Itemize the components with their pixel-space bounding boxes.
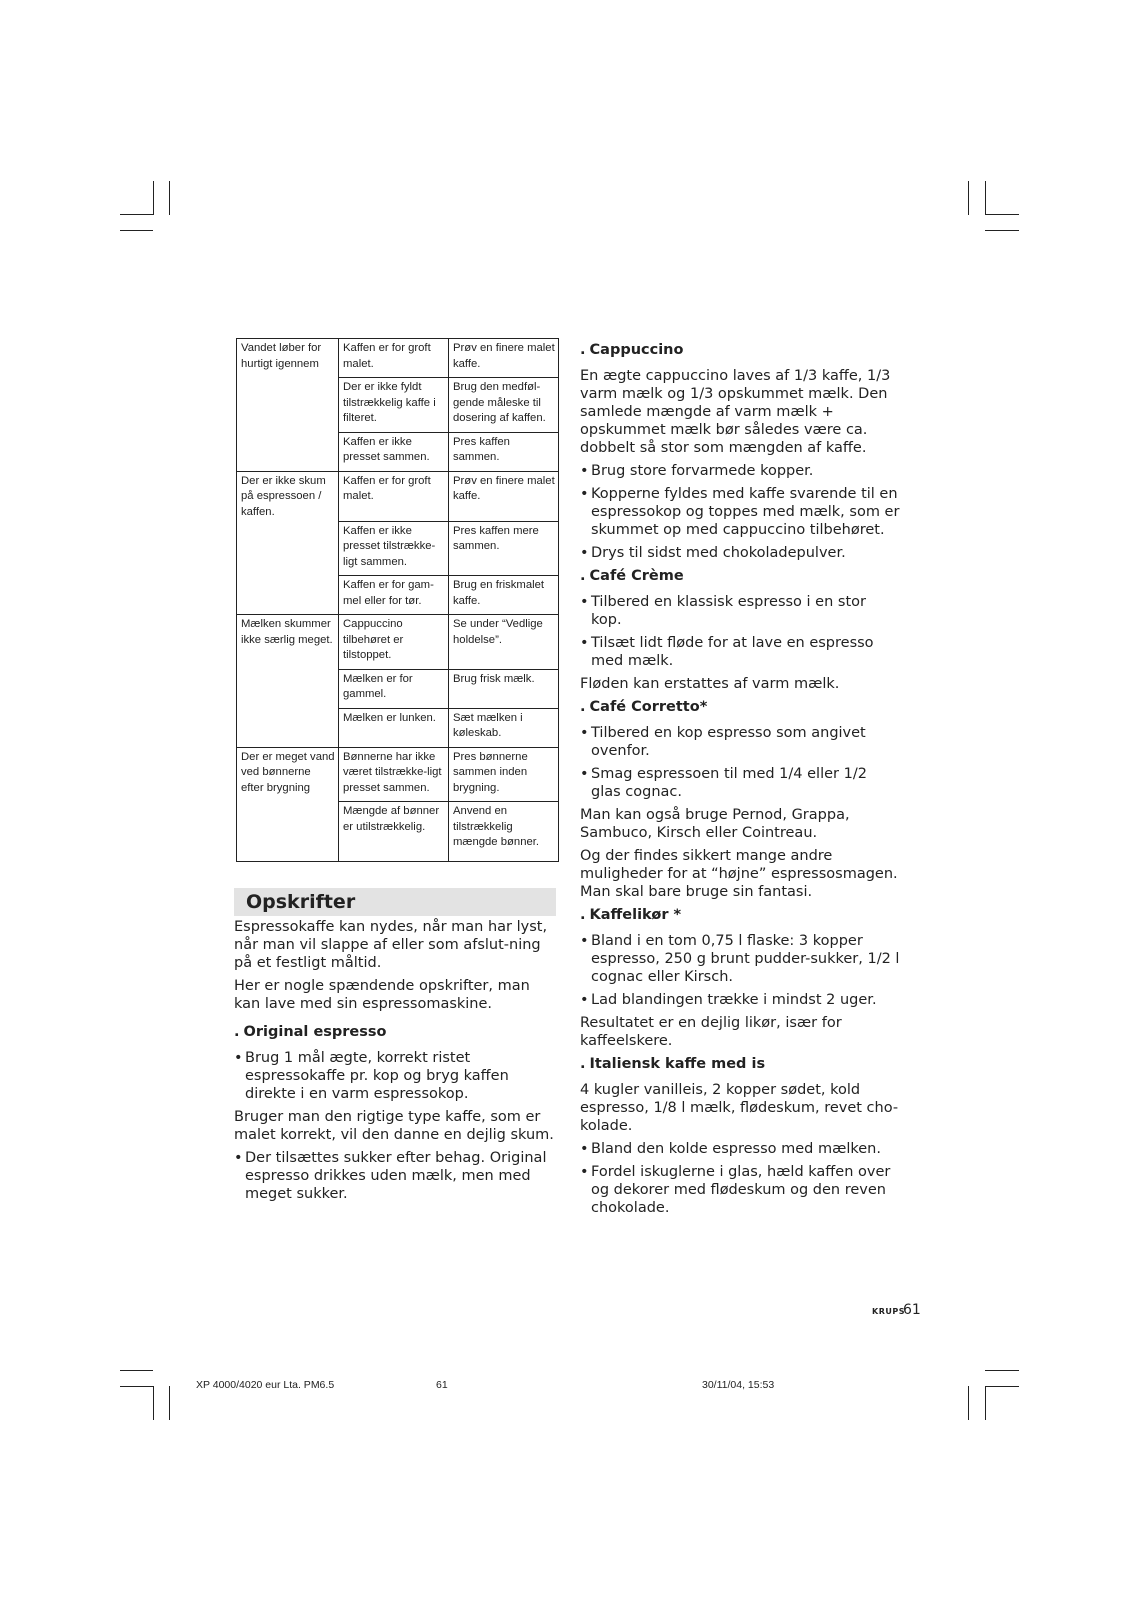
table-row <box>237 471 559 521</box>
crop-mark <box>120 214 153 215</box>
cause-cell: Kaffen er for gam-mel eller for tør. <box>339 576 449 615</box>
remedy-cell: Pres kaffen sammen. <box>449 432 559 471</box>
cause-cell: Der er ikke fyldt tilstrækkelig kaffe i filteret. <box>339 378 449 433</box>
cause-cell: Kaffen er ikke presset sammen. <box>339 432 449 471</box>
remedy-cell: Pres bønnerne sammen inden brygning. <box>449 747 559 802</box>
bullet-item: • Tilbered en klassisk espresso i en stor kop. <box>580 593 900 629</box>
problem-cell: Der er ikke skum på espressoen / kaffen. <box>237 471 339 615</box>
recipe-heading: . Original espresso <box>234 1024 387 1040</box>
print-slug-date: 30/11/04, 15:53 <box>702 1379 775 1391</box>
recipe-heading: . Kaffelikør * <box>580 907 682 923</box>
recipe-title: Cappuccino <box>589 342 684 358</box>
recipe-title: Italiensk kaffe med is <box>589 1056 766 1072</box>
brand-logo: KRUPS <box>872 1307 905 1316</box>
bullet-item: • Bland den kolde espresso med mælken. <box>580 1140 900 1158</box>
recipe-title: Kaffelikør * <box>589 907 682 923</box>
recipe-heading: . Café Crème <box>580 568 684 584</box>
section-title: Opskrifter <box>246 891 356 913</box>
intro-paragraph: Espressokaffe kan nydes, når man har lyst, når man vil slappe af eller som afslut-ning på et festligt måltid. <box>234 919 548 971</box>
recipe-title: Café Corretto* <box>589 699 708 715</box>
bullet-list <box>234 1149 559 1203</box>
crop-mark <box>985 1370 1019 1371</box>
cause-cell: Cappuccino tilbehøret er tilstoppet. <box>339 615 449 670</box>
recipe-title: Café Crème <box>589 568 684 584</box>
bullet-item: • Fordel iskuglerne i glas, hæld kaffen over og dekorer med flødeskum og den reven chokolade. <box>580 1163 900 1217</box>
intro-paragraph: Her er nogle spændende opskrifter, man kan lave med sin espressomaskine. <box>234 978 530 1012</box>
cause-cell: Kaffen er ikke presset tilstrække-ligt sammen. <box>339 521 449 576</box>
paragraph: Fløden kan erstattes af varm mælk. <box>580 676 840 692</box>
remedy-cell: Anvend en tilstrækkelig mængde bønner. <box>449 802 559 862</box>
remedy-cell: Brug den medføl-gende måleske til dosering af kaffen. <box>449 378 559 433</box>
crop-mark <box>985 214 1019 215</box>
crop-mark <box>985 230 1019 231</box>
cause-cell: Kaffen er for groft malet. <box>339 339 449 378</box>
bullet-list <box>580 1140 900 1217</box>
remedy-cell: Prøv en finere malet kaffe. <box>449 339 559 378</box>
table-row <box>237 339 559 378</box>
cause-cell: Mælken er for gammel. <box>339 669 449 708</box>
remedy-cell: Brug frisk mælk. <box>449 669 559 708</box>
bullet-list <box>580 724 900 801</box>
remedy-cell: Prøv en finere malet kaffe. <box>449 471 559 521</box>
crop-mark <box>169 1386 170 1420</box>
cause-cell: Mængde af bønner er utilstrækkelig. <box>339 802 449 862</box>
recipe-heading: . Cappuccino <box>580 342 684 358</box>
crop-mark <box>985 1386 986 1420</box>
print-slug-page: 61 <box>436 1379 448 1391</box>
crop-mark <box>968 1386 969 1420</box>
remedy-cell: Sæt mælken i køleskab. <box>449 708 559 747</box>
crop-mark <box>153 181 154 215</box>
paragraph: Man kan også bruge Pernod, Grappa, Sambuco, Kirsch eller Cointreau. <box>580 807 850 841</box>
paragraph: Resultatet er en dejlig likør, især for kaffeelskere. <box>580 1015 842 1049</box>
crop-mark <box>169 181 170 215</box>
bullet-item: • Smag espressoen til med 1/4 eller 1/2 glas cognac. <box>580 765 900 801</box>
recipe-heading: . Italiensk kaffe med is <box>580 1056 766 1072</box>
table-row <box>237 615 559 670</box>
bullet-item: • Drys til sidst med chokoladepulver. <box>580 544 900 562</box>
bullet-list <box>580 462 900 562</box>
crop-mark <box>120 1386 153 1387</box>
cause-cell: Kaffen er for groft malet. <box>339 471 449 521</box>
crop-mark <box>153 1386 154 1420</box>
problem-cell: Der er meget vand ved bønnerne efter brygning <box>237 747 339 862</box>
problem-cell: Vandet løber for hurtigt igennem <box>237 339 339 472</box>
crop-mark <box>120 1370 153 1371</box>
bullet-item: • Bland i en tom 0,75 l flaske: 3 kopper espresso, 250 g brunt pudder-sukker, 1/2 l cognac eller Kirsch. <box>580 932 900 986</box>
paragraph: Bruger man den rigtige type kaffe, som er malet korrekt, vil den danne en dejlig skum. <box>234 1109 554 1143</box>
bullet-item: • Tilbered en kop espresso som angivet ovenfor. <box>580 724 900 760</box>
remedy-cell: Pres kaffen mere sammen. <box>449 521 559 576</box>
recipe-title: Original espresso <box>243 1024 387 1040</box>
bullet-item: • Lad blandingen trække i mindst 2 uger. <box>580 991 900 1009</box>
crop-mark <box>985 1386 1019 1387</box>
bullet-list <box>580 932 900 1009</box>
print-slug-file: XP 4000/4020 eur Lta. PM6.5 <box>196 1379 335 1391</box>
paragraph: 4 kugler vanilleis, 2 kopper sødet, kold espresso, 1/8 l mælk, flødeskum, revet cho-kolade. <box>580 1082 899 1134</box>
bullet-item: • Brug store forvarmede kopper. <box>580 462 900 480</box>
troubleshooting-table <box>236 338 559 862</box>
bullet-list <box>234 1049 559 1103</box>
page-number: 61 <box>903 1302 921 1318</box>
cause-cell: Bønnerne har ikke været tilstrække-ligt presset sammen. <box>339 747 449 802</box>
recipe-heading: . Café Corretto* <box>580 699 708 715</box>
bullet-item: • Der tilsættes sukker efter behag. Original espresso drikkes uden mælk, men med meget sukker. <box>234 1149 559 1203</box>
bullet-item: • Tilsæt lidt fløde for at lave en espresso med mælk. <box>580 634 900 670</box>
bullet-item: • Kopperne fyldes med kaffe svarende til en espressokop og toppes med mælk, som er skummet op med cappuccino tilbehøret. <box>580 485 900 539</box>
left-column <box>234 918 559 1208</box>
crop-mark <box>968 181 969 215</box>
paragraph: Og der findes sikkert mange andre muligheder for at “højne” espressosmagen. Man skal bare bruge sin fantasi. <box>580 848 898 900</box>
table-row <box>237 747 559 802</box>
remedy-cell: Se under “Vedlige holdelse”. <box>449 615 559 670</box>
section-header <box>234 888 556 916</box>
paragraph: En ægte cappuccino laves af 1/3 kaffe, 1/3 varm mælk og 1/3 opskummet mælk. Den samlede mængde af varm mælk + opskummet mælk bør således være ca. dobbelt så stor som mængden af kaffe. <box>580 368 891 456</box>
problem-cell: Mælken skummer ikke særlig meget. <box>237 615 339 748</box>
remedy-cell: Brug en friskmalet kaffe. <box>449 576 559 615</box>
cause-cell: Mælken er lunken. <box>339 708 449 747</box>
crop-mark <box>120 230 153 231</box>
bullet-item: • Brug 1 mål ægte, korrekt ristet espressokaffe pr. kop og bryg kaffen direkte i en varm espressokop. <box>234 1049 559 1103</box>
right-column <box>580 338 900 1222</box>
bullet-list <box>580 593 900 670</box>
crop-mark <box>985 181 986 215</box>
